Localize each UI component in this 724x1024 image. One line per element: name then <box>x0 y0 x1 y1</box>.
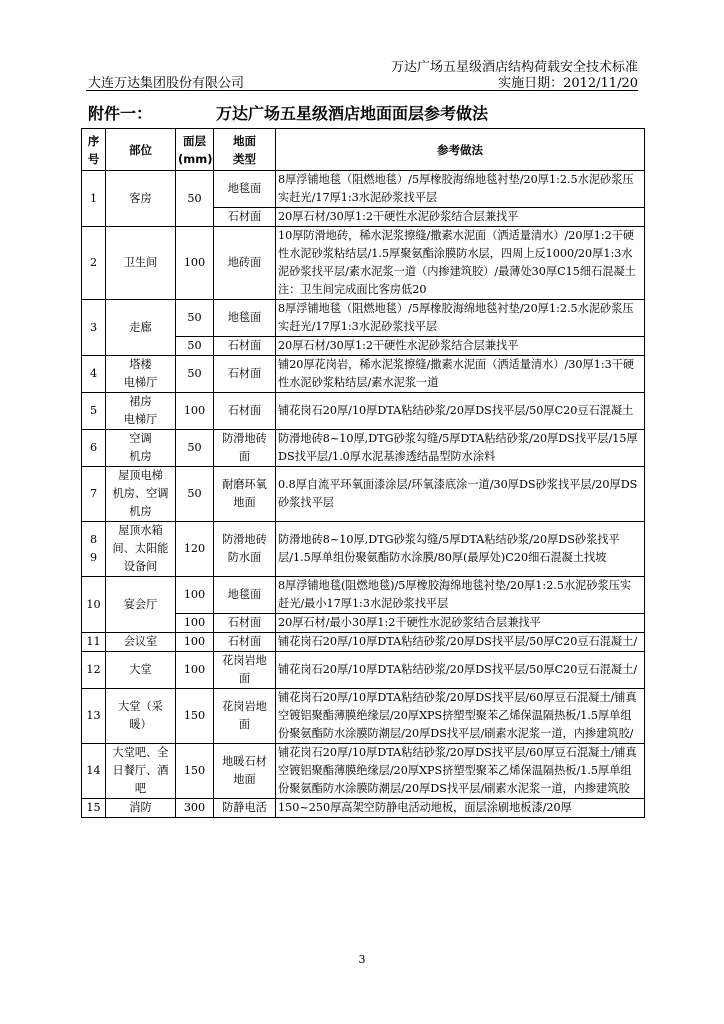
row-floor-type: 石材面 <box>214 633 276 652</box>
row-no: 12 <box>82 652 106 689</box>
page-title: 万达广场五星级酒店地面面层参考做法 <box>216 104 489 123</box>
row-thickness: 120 <box>176 522 214 577</box>
row-no: 5 <box>82 393 106 430</box>
table-row <box>82 171 645 208</box>
row-floor-type: 花岗岩地 面 <box>214 689 276 744</box>
row-no: 13 <box>82 689 106 744</box>
row-location: 客房 <box>106 171 176 227</box>
table-row <box>82 393 645 430</box>
row-no: 8 9 <box>82 522 106 577</box>
row-method: 20厚石材/30厚1:2干硬性水泥砂浆结合层兼找平 <box>276 337 645 356</box>
row-thickness: 100 <box>176 633 214 652</box>
row-no: 14 <box>82 744 106 799</box>
row-floor-type: 地砖面 <box>214 227 276 300</box>
row-floor-type: 石材面 <box>214 614 276 633</box>
row-location: 屋顶电梯 机房、空调 机房 <box>106 467 176 522</box>
row-thickness: 50 <box>176 430 214 467</box>
row-floor-type: 地毯面 <box>214 577 276 614</box>
row-method: 铺花岗石20厚/10厚DTA粘结砂浆/20厚DS找平层/60厚豆石混凝土/铺真空镀铝聚酯薄膜绝缘层/20厚XPS挤塑型聚苯乙烯保温隔热板/1.5厚单组份聚氨酯防水涂膜防潮层/20厚DS找平层/刷素水泥浆一道，内掺建筑胶 <box>276 744 645 799</box>
table-row <box>82 799 645 818</box>
row-method: 20厚石材/最小30厚1:2干硬性水泥砂浆结合层兼找平 <box>276 614 645 633</box>
table-row <box>82 652 645 689</box>
row-no: 15 <box>82 799 106 818</box>
row-method: 8厚浮铺地毯(阻燃地毯)/5厚橡胶海绵地毯衬垫/20厚1:2.5水泥砂浆压实赶光/最小17厚1:3水泥砂浆找平层 <box>276 577 645 614</box>
header-rule <box>86 90 638 91</box>
row-floor-type: 石材面 <box>214 208 276 227</box>
row-location: 塔楼 电梯厅 <box>106 356 176 393</box>
row-method: 8厚浮铺地毯（阻燃地毯）/5厚橡胶海绵地毯衬垫/20厚1:2.5水泥砂浆压实赶光/17厚1:3水泥砂浆找平层 <box>276 171 645 208</box>
row-method: 防滑地砖8~10厚,DTG砂浆勾缝/5厚DTA粘结砂浆/20厚DS砂浆找平层/1.5厚单组份聚氨酯防水涂膜/80厚(最厚处)C20细石混凝土找坡 <box>276 522 645 577</box>
implementation-date: 实施日期：2012/11/20 <box>498 76 638 91</box>
row-no: 1 <box>82 171 106 227</box>
header-thickness: 面层 (mm) <box>176 129 214 171</box>
row-location: 宴会厅 <box>106 577 176 633</box>
row-location: 大堂 <box>106 652 176 689</box>
row-location: 卫生间 <box>106 227 176 300</box>
row-no: 6 <box>82 430 106 467</box>
row-thickness: 50 <box>176 171 214 227</box>
row-floor-type: 地毯面 <box>214 171 276 208</box>
table-row <box>82 522 645 577</box>
row-floor-type: 地毯面 <box>214 300 276 337</box>
table-row <box>82 744 645 799</box>
row-method: 铺花岗石20厚/10厚DTA粘结砂浆/20厚DS找平层/60厚豆石混凝土/铺真空镀铝聚酯薄膜绝缘层/20厚XPS挤塑型聚苯乙烯保温隔热板/1.5厚单组份聚氨酯防水涂膜防潮层/20厚DS找平层/刷素水泥浆一道，内掺建筑胶/ <box>276 689 645 744</box>
row-no: 7 <box>82 467 106 522</box>
row-location: 屋顶水箱 间、太阳能 设备间 <box>106 522 176 577</box>
page-number: 3 <box>358 953 366 966</box>
row-floor-type: 耐磨环氧 地面 <box>214 467 276 522</box>
table-row <box>82 633 645 652</box>
row-thickness: 50 <box>176 467 214 522</box>
row-location: 大堂（采 暖） <box>106 689 176 744</box>
table-header-row <box>82 129 645 171</box>
row-no: 10 <box>82 577 106 633</box>
row-method: 铺花岗石20厚/10厚DTA粘结砂浆/20厚DS找平层/50厚C20豆石混凝土 <box>276 393 645 430</box>
row-thickness: 50 <box>176 356 214 393</box>
row-thickness: 50 <box>176 337 214 356</box>
row-method: 铺20厚花岗岩，稀水泥浆擦缝/撒素水泥面（洒适量清水）/30厚1:3干硬性水泥砂浆粘结层/素水泥浆一道 <box>276 356 645 393</box>
row-method: 铺花岗石20厚/10厚DTA粘结砂浆/20厚DS找平层/50厚C20豆石混凝土/ <box>276 633 645 652</box>
row-floor-type: 防静电活 <box>214 799 276 818</box>
row-no: 11 <box>82 633 106 652</box>
row-method: 0.8厚自流平环氧面漆涂层/环氧漆底涂一道/30厚DS砂浆找平层/20厚DS砂浆找平层 <box>276 467 645 522</box>
header-no: 序 号 <box>82 129 106 171</box>
row-method: 防滑地砖8~10厚,DTG砂浆勾缝/5厚DTA粘结砂浆/20厚DS找平层/15厚DS找平层/1.0厚水泥基渗透结晶型防水涂料 <box>276 430 645 467</box>
row-floor-type: 花岗岩地 面 <box>214 652 276 689</box>
table-row <box>82 689 645 744</box>
row-no: 3 <box>82 300 106 356</box>
header-floor-type: 地面 类型 <box>214 129 276 171</box>
header-method: 参考做法 <box>276 129 645 171</box>
row-no: 2 <box>82 227 106 300</box>
row-method: 10厚防滑地砖，稀水泥浆擦缝/撒素水泥面（洒适量清水）/20厚1:2干硬性水泥砂浆粘结层/1.5厚聚氨酯涂膜防水层，四周上反1000/20厚1:3水泥砂浆找平层/素水泥浆一道（内掺建筑胶）/最薄处30厚C15细石混凝土 注：卫生间完成面比客房低20 <box>276 227 645 300</box>
row-thickness: 50 <box>176 300 214 337</box>
row-thickness: 100 <box>176 614 214 633</box>
row-method: 150~250厚高架空防静电活动地板，面层涂刷地板漆/20厚 <box>276 799 645 818</box>
table-row <box>82 227 645 300</box>
table-row <box>82 430 645 467</box>
row-floor-type: 防滑地砖 面 <box>214 430 276 467</box>
floor-finish-table <box>81 128 645 818</box>
row-location: 裙房 电梯厅 <box>106 393 176 430</box>
row-floor-type: 石材面 <box>214 393 276 430</box>
row-location: 消防 <box>106 799 176 818</box>
row-method: 铺花岗石20厚/10厚DTA粘结砂浆/20厚DS找平层/50厚C20豆石混凝土/ <box>276 652 645 689</box>
row-floor-type: 石材面 <box>214 356 276 393</box>
table-row <box>82 577 645 614</box>
header-location: 部位 <box>106 129 176 171</box>
standard-title: 万达广场五星级酒店结构荷载安全技术标准 <box>390 60 638 75</box>
row-floor-type: 地暖石材 地面 <box>214 744 276 799</box>
row-location: 大堂吧、全 日餐厅、酒 吧 <box>106 744 176 799</box>
table-row <box>82 467 645 522</box>
row-method: 20厚石材/30厚1:2干硬性水泥砂浆结合层兼找平 <box>276 208 645 227</box>
row-location: 走廊 <box>106 300 176 356</box>
row-location: 会议室 <box>106 633 176 652</box>
row-thickness: 100 <box>176 652 214 689</box>
row-floor-type: 防滑地砖 防水面 <box>214 522 276 577</box>
table-row <box>82 356 645 393</box>
row-no: 4 <box>82 356 106 393</box>
attachment-label: 附件一： <box>88 104 153 123</box>
table-row <box>82 300 645 337</box>
row-floor-type: 石材面 <box>214 337 276 356</box>
row-thickness: 100 <box>176 577 214 614</box>
row-thickness: 300 <box>176 799 214 818</box>
row-location: 空调 机房 <box>106 430 176 467</box>
row-thickness: 150 <box>176 744 214 799</box>
company-name: 大连万达集团股份有限公司 <box>88 76 245 91</box>
row-method: 8厚浮铺地毯（阻燃地毯）/5厚橡胶海绵地毯衬垫/20厚1:2.5水泥砂浆压实赶光/17厚1:3水泥砂浆找平层 <box>276 300 645 337</box>
row-thickness: 100 <box>176 227 214 300</box>
row-thickness: 100 <box>176 393 214 430</box>
row-thickness: 150 <box>176 689 214 744</box>
